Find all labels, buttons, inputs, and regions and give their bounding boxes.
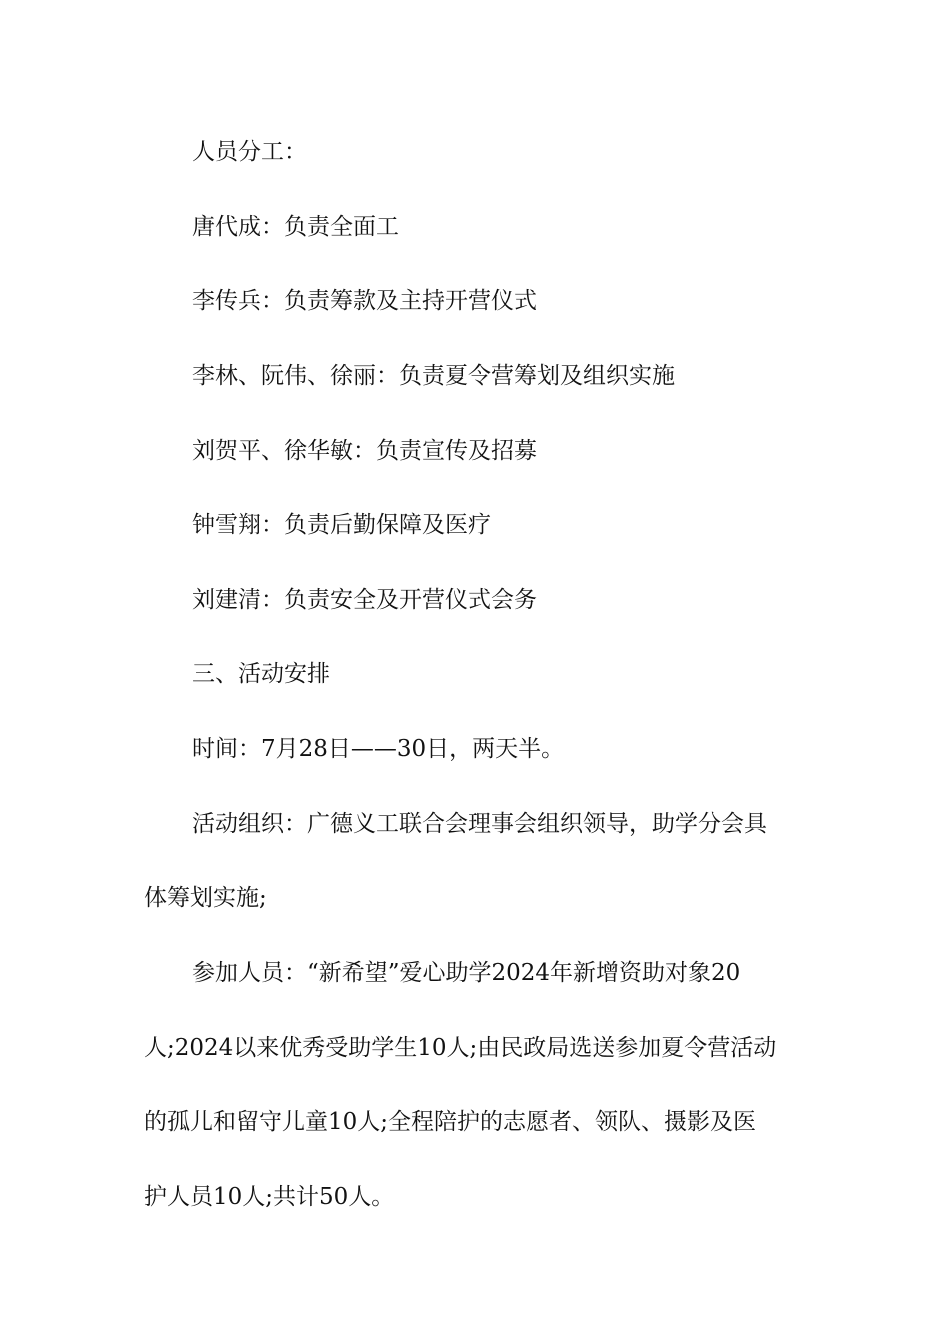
heading-staff-division: 人员分工：	[192, 139, 307, 165]
paragraph-line: 人;2024以来优秀受助学生10人;由民政局选送参加夏令营活动	[144, 1035, 777, 1061]
paragraph-line: 李传兵：负责筹款及主持开营仪式	[192, 288, 537, 314]
paragraph-line: 时间：7月28日——30日，两天半。	[192, 736, 565, 762]
paragraph-line: 的孤儿和留守儿童10人;全程陪护的志愿者、领队、摄影及医	[144, 1109, 757, 1135]
paragraph-line: 体筹划实施;	[144, 885, 267, 911]
paragraph-line: 活动组织：广德义工联合会理事会组织领导，助学分会具	[192, 811, 767, 837]
paragraph-line: 唐代成：负责全面工	[192, 214, 399, 240]
paragraph-line: 刘建清：负责安全及开营仪式会务	[192, 587, 537, 613]
paragraph-line: 李林、阮伟、徐丽：负责夏令营筹划及组织实施	[192, 363, 675, 389]
paragraph-line: 护人员10人;共计50人。	[144, 1184, 395, 1210]
paragraph-line: 参加人员：“新希望”爱心助学2024年新增资助对象20	[192, 960, 741, 986]
section-heading: 三、活动安排	[192, 661, 330, 687]
paragraph-line: 刘贺平、徐华敏：负责宣传及招募	[192, 438, 537, 464]
paragraph-line: 钟雪翔：负责后勤保障及医疗	[192, 512, 491, 538]
